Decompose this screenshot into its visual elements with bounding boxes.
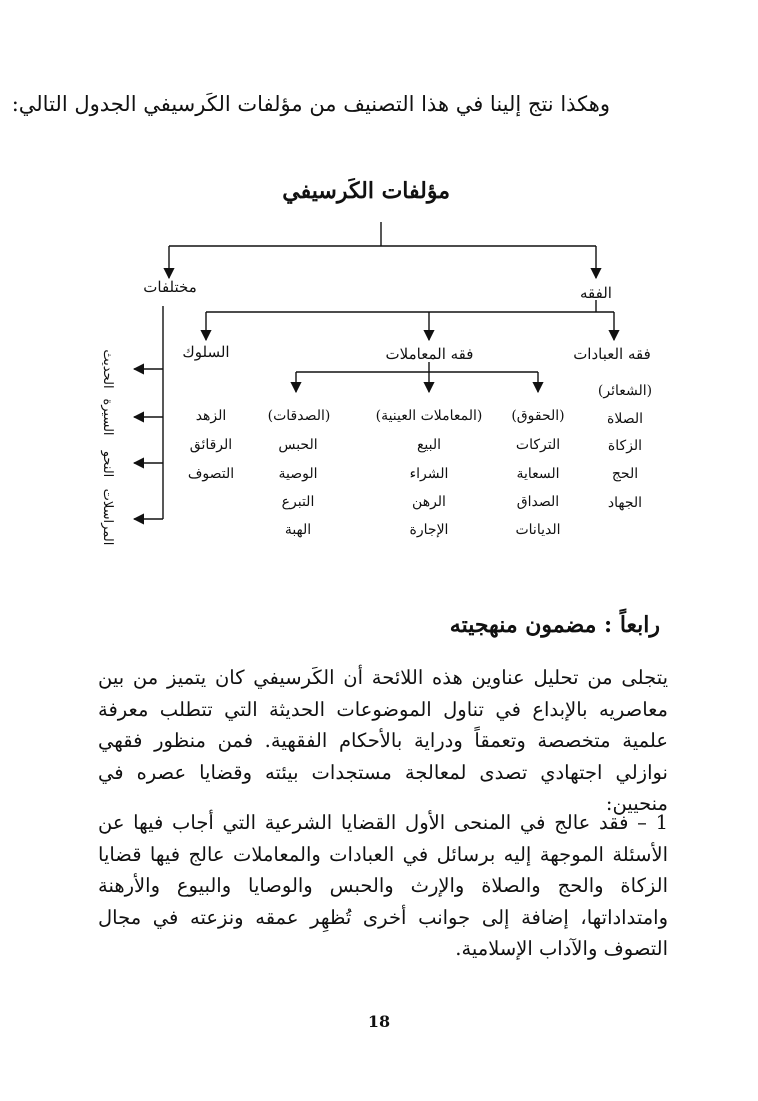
list-item: الرهن	[412, 494, 446, 510]
node-suluk: السلوك	[182, 343, 230, 361]
list-item: الوصية	[278, 466, 318, 482]
misc-item-sira: السيرة	[100, 398, 115, 436]
list-item: الزكاة	[607, 438, 643, 454]
paragraph-intro: يتجلى من تحليل عناوين هذه اللائحة أن الكَرسيفي كان يتميز من بين معاصريه بالإبداع في تناول الموضوعات الحديثة التي تتطلب معرفة علمية متخصصة وتعمقاً ودراية بالأحكام الفقهية. فمن منظور فقهي نوازلي اجتهادي تصدى لمعالجة مستجدات بيئته وقضايا عصره في منحيين:	[98, 666, 668, 815]
section-heading: رابعاً : مضمون منهجيته	[449, 612, 660, 638]
paragraph-point-1: 1 – فقد عالج في المنحى الأول القضايا الشرعية التي أجاب فيها عن الأسئلة الموجهة إليه برسائل في العبادات والمعاملات عالج فيها قضايا الزكاة والحج والصلاة والإرث والحبس والوصايا والبيوع والأرهنة وامتداداتها، إضافة إلى جوانب أخرى تُظهِر عمقه ونزعته في مجال التصوف والآداب الإسلامية.	[98, 811, 668, 960]
misc-item-nahw: النحو	[100, 450, 115, 478]
list-item: التصوف	[187, 466, 235, 482]
list-item: الصداق	[516, 494, 560, 510]
list-item: السعاية	[516, 466, 560, 482]
label-shaair: (الشعائر)	[597, 383, 653, 399]
list-item: الحبس	[278, 437, 318, 453]
list-item: الشراء	[409, 466, 449, 482]
list-item: التبرع	[281, 494, 315, 510]
misc-item-hadith: الحديث	[100, 349, 115, 389]
node-muamalat: فقه المعاملات	[385, 345, 474, 363]
list-item: الزهد	[195, 408, 227, 424]
list-item: الديانات	[515, 522, 561, 538]
list-item: التركات	[515, 437, 561, 453]
node-misc: مختلفات	[143, 278, 197, 296]
label-ayniya: (المعاملات العينية)	[375, 408, 483, 424]
list-item: الجهاد	[607, 495, 643, 511]
list-item: الرقائق	[189, 437, 233, 453]
tree-root-title: مؤلفات الكَرسيفي	[282, 178, 450, 204]
list-item: الإجارة	[409, 522, 449, 538]
node-ibadat: فقه العبادات	[573, 345, 651, 363]
intro-text: وهكذا نتج إلينا في هذا التصنيف من مؤلفات الكَرسيفي الجدول التالي:	[11, 92, 610, 116]
label-sadaqat: (الصدقات)	[267, 408, 331, 424]
node-fiqh: الفقه	[580, 284, 612, 302]
page-number: 18	[367, 1012, 391, 1031]
list-item: الحج	[611, 466, 639, 482]
list-item: الهبة	[284, 522, 312, 538]
list-item: البيع	[416, 437, 442, 453]
list-item: الصلاة	[607, 411, 643, 427]
misc-item-murasalat: المراسلات	[100, 488, 115, 546]
label-huquq: (الحقوق)	[511, 408, 565, 424]
